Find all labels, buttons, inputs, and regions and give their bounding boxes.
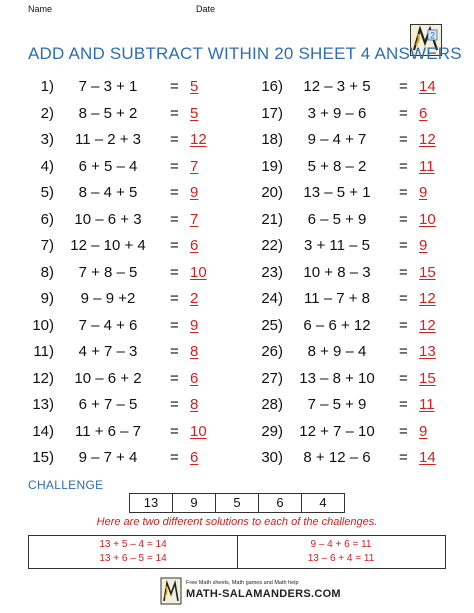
solution-right-2: 13 – 6 + 4 = 11	[307, 553, 375, 564]
problem-expression: 11 – 2 + 3	[74, 131, 142, 148]
solution-right-1: 9 – 4 + 6 = 11	[310, 539, 372, 550]
answer: 9	[190, 184, 199, 201]
page-title: ADD AND SUBTRACT WITHIN 20 SHEET 4 ANSWERS	[28, 44, 462, 63]
problem-number: 18)	[261, 131, 283, 148]
problem-number: 9)	[40, 290, 54, 307]
problem-expression: 8 – 4 + 5	[78, 184, 138, 201]
problem-expression: 12 – 3 + 5	[303, 78, 371, 95]
answer: 12	[419, 131, 436, 148]
equals-sign: =	[170, 290, 179, 307]
equals-sign: =	[170, 184, 179, 201]
equals-sign: =	[170, 104, 179, 122]
problem-number: 5)	[40, 184, 54, 201]
answer: 13	[419, 343, 436, 360]
problem-expression: 8 + 9 – 4	[307, 343, 367, 360]
problem-number: 19)	[261, 157, 283, 175]
challenge-number: 6	[258, 493, 302, 513]
answer: 10	[419, 210, 436, 228]
equals-sign: =	[170, 422, 179, 440]
answer: 11	[419, 157, 435, 175]
problem-row	[28, 237, 228, 263]
problem-number: 12)	[32, 369, 54, 387]
answer: 6	[190, 369, 199, 387]
problem-number: 22)	[261, 237, 283, 254]
answer: 7	[190, 210, 199, 228]
problem-expression: 11 – 7 + 8	[303, 290, 371, 307]
problem-number: 27)	[261, 369, 283, 387]
problem-number: 11)	[33, 343, 54, 360]
problem-expression: 6 – 5 + 9	[307, 210, 367, 228]
problem-expression: 7 + 8 – 5	[78, 263, 138, 281]
equals-sign: =	[170, 316, 179, 334]
problem-row	[257, 184, 457, 210]
problem-expression: 6 + 7 – 5	[78, 396, 138, 413]
equals-sign: =	[399, 449, 408, 466]
answer: 5	[190, 78, 199, 95]
problem-expression: 12 + 7 – 10	[299, 422, 375, 440]
problem-expression: 7 – 3 + 1	[78, 78, 138, 95]
problem-number: 29)	[261, 422, 283, 440]
equals-sign: =	[399, 184, 408, 201]
problem-number: 6)	[40, 210, 54, 228]
problem-expression: 8 – 5 + 2	[78, 104, 138, 122]
equals-sign: =	[399, 343, 408, 360]
answer: 14	[419, 449, 436, 466]
equals-sign: =	[399, 237, 408, 254]
problem-row	[257, 449, 457, 475]
equals-sign: =	[399, 210, 408, 228]
problem-number: 26)	[261, 343, 283, 360]
problem-row	[257, 343, 457, 369]
problem-expression: 13 – 5 + 1	[303, 184, 371, 201]
problem-expression: 9 – 7 + 4	[78, 449, 138, 466]
problem-row	[257, 237, 457, 263]
answer: 12	[190, 131, 207, 148]
problem-row	[257, 158, 457, 184]
problem-expression: 11 + 6 – 7	[74, 422, 142, 440]
problem-row	[28, 396, 228, 422]
problem-row	[28, 78, 228, 104]
answer: 8	[190, 396, 199, 413]
problem-row	[257, 317, 457, 343]
problem-number: 24)	[261, 290, 283, 307]
answer: 5	[190, 104, 199, 122]
answer: 10	[190, 422, 207, 440]
answer: 6	[419, 104, 428, 122]
answer: 9	[419, 237, 428, 254]
answer: 15	[419, 263, 436, 281]
equals-sign: =	[170, 237, 179, 254]
answer: 14	[419, 78, 436, 95]
equals-sign: =	[399, 157, 408, 175]
problem-row	[257, 131, 457, 157]
solution-left-2: 13 + 6 – 5 = 14	[99, 553, 167, 564]
equals-sign: =	[170, 263, 179, 281]
problem-number: 1)	[40, 78, 54, 95]
problem-expression: 12 – 10 + 4	[70, 237, 146, 254]
problem-row	[28, 423, 228, 449]
equals-sign: =	[399, 316, 408, 334]
equals-sign: =	[170, 396, 179, 413]
problem-number: 8)	[40, 263, 54, 281]
problem-row	[257, 264, 457, 290]
problem-row	[257, 290, 457, 316]
answer: 7	[190, 157, 199, 175]
problem-row	[28, 370, 228, 396]
logo-digit: 2	[429, 30, 436, 41]
problem-expression: 5 + 8 – 2	[307, 157, 367, 175]
problem-number: 28)	[261, 396, 283, 413]
equals-sign: =	[399, 263, 408, 281]
problem-row	[28, 449, 228, 475]
problem-expression: 10 + 8 – 3	[303, 263, 371, 281]
problem-number: 2)	[40, 104, 54, 122]
problem-number: 15)	[32, 449, 54, 466]
answer: 6	[190, 237, 199, 254]
problem-row	[28, 290, 228, 316]
problem-row	[28, 184, 228, 210]
challenge-number: 4	[301, 493, 345, 513]
equals-sign: =	[170, 449, 179, 466]
equals-sign: =	[399, 369, 408, 387]
problem-number: 14)	[32, 422, 54, 440]
problem-expression: 13 – 8 + 10	[299, 369, 375, 387]
problem-expression: 4 + 7 – 3	[78, 343, 138, 360]
problem-row	[28, 343, 228, 369]
answer: 12	[419, 316, 436, 334]
equals-sign: =	[399, 104, 408, 122]
solutions-box	[28, 535, 446, 569]
problem-expression: 9 – 9 +2	[80, 290, 136, 307]
challenge-number: 5	[215, 493, 259, 513]
equals-sign: =	[170, 78, 179, 95]
problem-row	[28, 317, 228, 343]
problem-number: 21)	[261, 210, 283, 228]
problem-row	[28, 158, 228, 184]
answer: 11	[419, 396, 435, 413]
answer: 6	[190, 449, 199, 466]
problem-row	[257, 211, 457, 237]
problem-row	[257, 78, 457, 104]
challenge-heading: CHALLENGE	[28, 478, 104, 492]
problem-row	[257, 105, 457, 131]
equals-sign: =	[399, 131, 408, 148]
equals-sign: =	[170, 210, 179, 228]
problem-expression: 6 + 5 – 4	[78, 157, 138, 175]
problem-number: 30)	[261, 449, 283, 466]
challenge-number: 9	[172, 493, 216, 513]
problem-number: 17)	[261, 104, 283, 122]
problem-number: 16)	[261, 78, 283, 95]
problem-row	[257, 396, 457, 422]
problem-expression: 3 + 9 – 6	[307, 104, 367, 122]
date-label: Date	[196, 4, 216, 14]
problem-number: 23)	[261, 263, 283, 281]
equals-sign: =	[399, 78, 408, 95]
footer-salamander-icon	[160, 577, 182, 605]
solution-left-1: 13 + 5 – 4 = 14	[99, 539, 167, 550]
equals-sign: =	[399, 396, 408, 413]
solutions-divider	[237, 536, 238, 568]
answer: 15	[419, 369, 436, 387]
equals-sign: =	[170, 369, 179, 387]
equals-sign: =	[170, 131, 179, 148]
problem-row	[28, 105, 228, 131]
problem-expression: 8 + 12 – 6	[303, 449, 371, 466]
answer: 9	[419, 422, 428, 440]
answer: 8	[190, 343, 199, 360]
problem-row	[28, 211, 228, 237]
problem-expression: 7 – 4 + 6	[78, 316, 138, 334]
challenge-number-boxes	[130, 493, 345, 513]
problem-expression: 10 – 6 + 2	[74, 369, 142, 387]
problem-number: 20)	[261, 184, 283, 201]
problem-number: 4)	[40, 157, 54, 175]
problem-expression: 3 + 11 – 5	[303, 237, 371, 254]
problem-number: 25)	[261, 316, 283, 334]
problem-expression: 6 – 6 + 12	[303, 316, 371, 334]
answer: 12	[419, 290, 436, 307]
challenge-note: Here are two different solutions to each of the challenges.	[96, 516, 378, 528]
problem-row	[257, 423, 457, 449]
equals-sign: =	[399, 422, 408, 440]
problem-number: 3)	[40, 131, 54, 148]
answer: 10	[190, 263, 207, 281]
problem-row	[28, 131, 228, 157]
equals-sign: =	[170, 157, 179, 175]
problem-number: 7)	[40, 237, 54, 254]
problem-expression: 9 – 4 + 7	[307, 131, 367, 148]
answer: 2	[190, 290, 199, 307]
name-label: Name	[28, 4, 53, 14]
answer: 9	[419, 184, 428, 201]
problem-expression: 10 – 6 + 3	[74, 210, 142, 228]
equals-sign: =	[399, 290, 408, 307]
challenge-number: 13	[129, 493, 173, 513]
problem-number: 13)	[32, 396, 54, 413]
equals-sign: =	[170, 343, 179, 360]
problem-row	[257, 370, 457, 396]
problem-number: 10)	[32, 316, 54, 334]
answer: 9	[190, 316, 199, 334]
footer-tagline: Free Math sheets, Math games and Math help	[186, 580, 299, 586]
footer-brand: MATH-SALAMANDERS.COM	[186, 588, 341, 600]
problem-row	[28, 264, 228, 290]
problem-expression: 7 – 5 + 9	[307, 396, 367, 413]
